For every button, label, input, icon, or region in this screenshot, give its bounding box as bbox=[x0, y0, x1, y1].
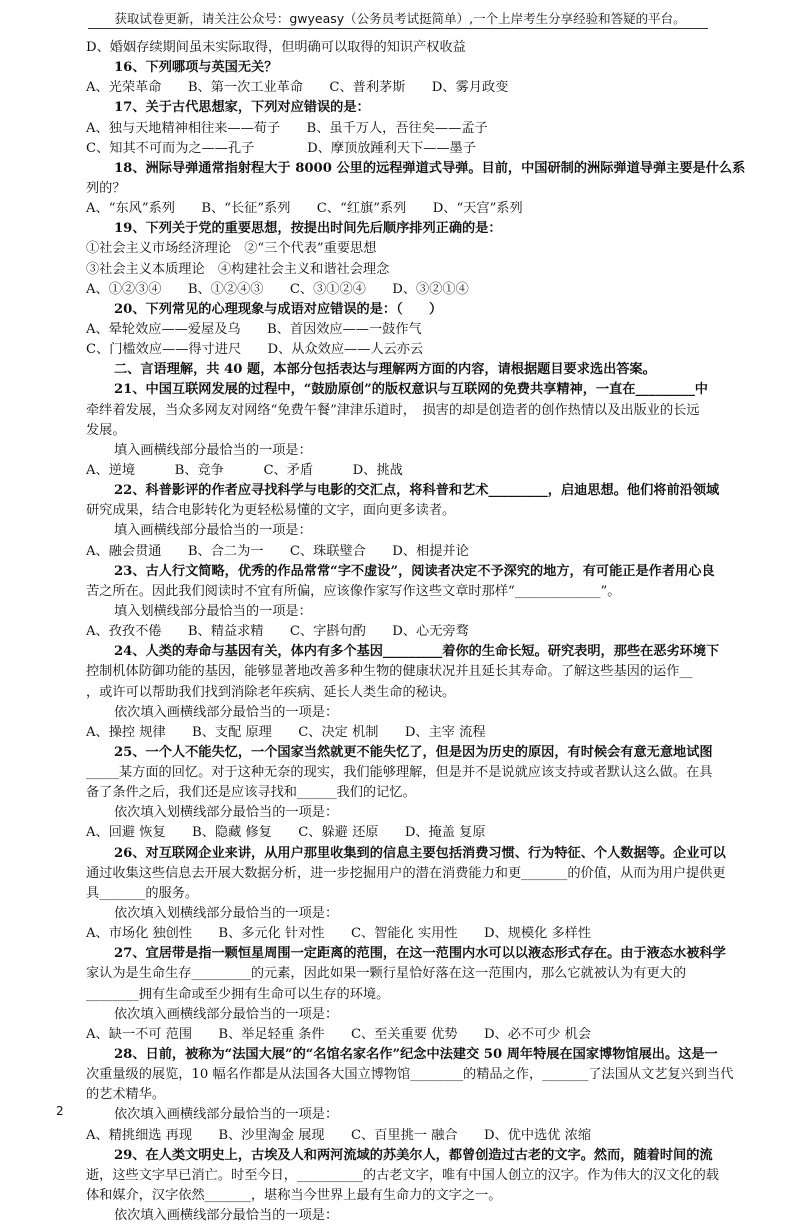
text-line: 填入画横线部分最恰当的一项是： bbox=[114, 442, 312, 458]
text-line: A、逆境 B、竞争 C、矛盾 D、挑战 bbox=[86, 462, 403, 478]
text-line: ________拥有生命或至少拥有生命可以生存的环境。 bbox=[86, 986, 390, 1002]
text-line: 逝，这些文字早已消亡。时至今日，__________的古老文字，唯有中国人创立的汉字。作为伟大的汉文化的载 bbox=[86, 1167, 719, 1183]
text-line: C、门槛效应——得寸进尺 D、从众效应——人云亦云 bbox=[86, 342, 424, 358]
text-line: 依次填入画横线部分最恰当的一项是： bbox=[114, 1208, 339, 1224]
text-line: 发展。 bbox=[86, 422, 126, 438]
text-line: ，或许可以帮助我们找到消除老年疾病、延长人类生命的秘诀。 bbox=[86, 684, 456, 700]
text-line: 22、科普影评的作者应寻找科学与电影的交汇点，将科普和艺术_________，启迪思想。他们将前沿领域 bbox=[114, 483, 720, 499]
text-line: A、晕轮效应——爱屋及乌 B、首因效应——一鼓作气 bbox=[86, 321, 422, 337]
text-line: 通过收集这些信息去开展大数据分析，进一步挖掘用户的潜在消费能力和更_______的价值，从而为用户提供更 bbox=[86, 865, 726, 881]
text-line: 20、下列常见的心理现象与成语对应错误的是：（ ） bbox=[114, 301, 443, 317]
text-line: 次重量级的展览，10 幅名作都是从法国各大国立博物馆________的精品之作，_______了法国从文艺复兴到当代 bbox=[86, 1067, 734, 1083]
text-line: 列的？ bbox=[86, 180, 126, 196]
text-line: 填入画横线部分最恰当的一项是： bbox=[114, 523, 312, 539]
text-line: A、孜孜不倦 B、精益求精 C、字斟句酌 D、心无旁骛 bbox=[86, 624, 469, 640]
text-line: A、回避 恢复 B、隐藏 修复 C、躲避 还原 D、掩盖 复原 bbox=[86, 825, 486, 841]
page-header: 获取试卷更新，请关注公众号：gwyeasy（公务员考试挺简单）,一个上岸考生分享经验和答疑的平台。 bbox=[114, 11, 686, 26]
text-line: 体和媒介，汉字依然_______，堪称当今世界上最有生命力的文字之一。 bbox=[86, 1188, 502, 1204]
text-line: 29、在人类文明史上，古埃及人和两河流域的苏美尔人，都曾创造过古老的文字。然而，随着时间的流 bbox=[114, 1147, 713, 1163]
text-line: 依次填入划横线部分最恰当的一项是： bbox=[114, 906, 339, 922]
text-line: A、缺一不可 范围 B、举足轻重 条件 C、至关重要 优势 D、必不可少 机会 bbox=[86, 1026, 592, 1042]
text-line: 26、对互联网企业来讲，从用户那里收集到的信息主要包括消费习惯、行为特征、个人数据等。企业可以 bbox=[114, 845, 726, 861]
text-line: 25、一个人不能失忆，一个国家当然就更不能失忆了，但是因为历史的原因，有时候会有意无意地试图 bbox=[114, 744, 713, 760]
text-line: 28、日前，被称为“法国大展”的“名馆名家名作”纪念中法建交 50 周年特展在国家博物馆展出。这是一 bbox=[114, 1047, 718, 1063]
text-line: A、融会贯通 B、合二为一 C、珠联璧合 D、相提并论 bbox=[86, 543, 469, 559]
text-line: 依次填入划横线部分最恰当的一项是： bbox=[114, 805, 339, 821]
text-line: 二、言语理解，共 40 题，本部分包括表达与理解两方面的内容，请根据题目要求选出答案。 bbox=[114, 362, 656, 378]
text-line: 控制机体防御功能的基因，能够显著地改善多种生物的健康状况并且延长其寿命。了解这些基因的运作__ bbox=[86, 664, 693, 680]
text-line: 24、人类的寿命与基因有关，体内有多个基因_________着你的生命长短。研究表明，那些在恶劣环境下 bbox=[114, 644, 720, 660]
text-line: 依次填入画横线部分最恰当的一项是： bbox=[114, 1107, 339, 1123]
text-line: 17、关于古代思想家，下列对应错误的是： bbox=[114, 100, 370, 116]
text-line: C、知其不可而为之——孔子 D、摩顶放踵利天下——墨子 bbox=[86, 140, 476, 156]
text-line: 18、洲际导弹通常指射程大于 8000 公里的远程弹道式导弹。目前，中国研制的洲际弹道导弹主要是什么系 bbox=[114, 160, 746, 176]
text-line: 的艺术精华。 bbox=[86, 1087, 166, 1103]
text-line: _____某方面的回忆。对于这种无奈的现实，我们能够理解，但是并不是说就应该支持或者默认这么做。在具 bbox=[86, 765, 713, 781]
text-line: A、“东风”系列 B、“长征”系列 C、“红旗”系列 D、“天宫”系列 bbox=[86, 201, 523, 217]
text-line: A、市场化 独创性 B、多元化 针对性 C、智能化 实用性 D、规模化 多样性 bbox=[86, 926, 592, 942]
text-line: A、独与天地精神相往来——荀子 B、虽千万人，吾往矣——孟子 bbox=[86, 120, 488, 136]
text-line: 16、下列哪项与英国无关？ bbox=[114, 60, 278, 76]
document-body bbox=[86, 38, 746, 1226]
text-line: 研究成果，结合电影转化为更轻松易懂的文字，面向更多读者。 bbox=[86, 503, 456, 519]
text-line: ①社会主义市场经济理论 ②“三个代表”重要思想 bbox=[86, 241, 377, 257]
text-line: 牵绊着发展，当众多网友对网络“免费午餐”津津乐道时， 损害的却是创造者的创作热情以及出版业的长远 bbox=[86, 402, 700, 418]
text-line: 苦之所在。因此我们阅读时不宜有所偏，应该像作家写作这些文章时那样“_____________”。 bbox=[86, 583, 621, 599]
text-line: 21、中国互联网发展的过程中，“鼓励原创”的版权意识与互联网的免费共享精神，一直在_________中 bbox=[114, 382, 708, 398]
text-line: A、①②③④ B、①②④③ C、③①②④ D、③②①④ bbox=[86, 281, 469, 297]
text-line: 家认为是生命生存_________的元素，因此如果一颗行星恰好落在这一范围内，那么它就被认为有更大的 bbox=[86, 966, 687, 982]
text-line: A、操控 规律 B、支配 原理 C、决定 机制 D、主宰 流程 bbox=[86, 724, 486, 740]
text-line: 依次填入画横线部分最恰当的一项是： bbox=[114, 704, 339, 720]
text-line: 具_______的服务。 bbox=[86, 885, 199, 901]
text-line: 依次填入画横线部分最恰当的一项是： bbox=[114, 1006, 339, 1022]
text-line: A、精挑细选 再现 B、沙里淘金 展现 C、百里挑一 融合 D、优中选优 浓缩 bbox=[86, 1127, 592, 1143]
text-line: ③社会主义本质理论 ④构建社会主义和谐社会理念 bbox=[86, 261, 390, 277]
text-line: 填入划横线部分最恰当的一项是： bbox=[114, 603, 312, 619]
text-line: 19、下列关于党的重要思想，按提出时间先后顺序排列正确的是： bbox=[114, 221, 502, 237]
text-line: 备了条件之后，我们还是应该寻找和______我们的记忆。 bbox=[86, 785, 416, 801]
text-line: 23、古人行文简略，优秀的作品常常“字不虚设”，阅读者决定不予深究的地方，有可能正是作者用心良 bbox=[114, 563, 715, 579]
text-line: A、光荣革命 B、第一次工业革命 C、普利茅斯 D、雾月政变 bbox=[86, 80, 509, 96]
text-line: 27、宜居带是指一颗恒星周围一定距离的范围，在这一范围内水可以以液态形式存在。由于液态水被科学 bbox=[114, 946, 726, 962]
header-divider bbox=[88, 28, 708, 29]
page-number: 2 bbox=[56, 1104, 64, 1118]
text-line: D、婚姻存续期间虽未实际取得，但明确可以取得的知识产权收益 bbox=[86, 40, 466, 55]
